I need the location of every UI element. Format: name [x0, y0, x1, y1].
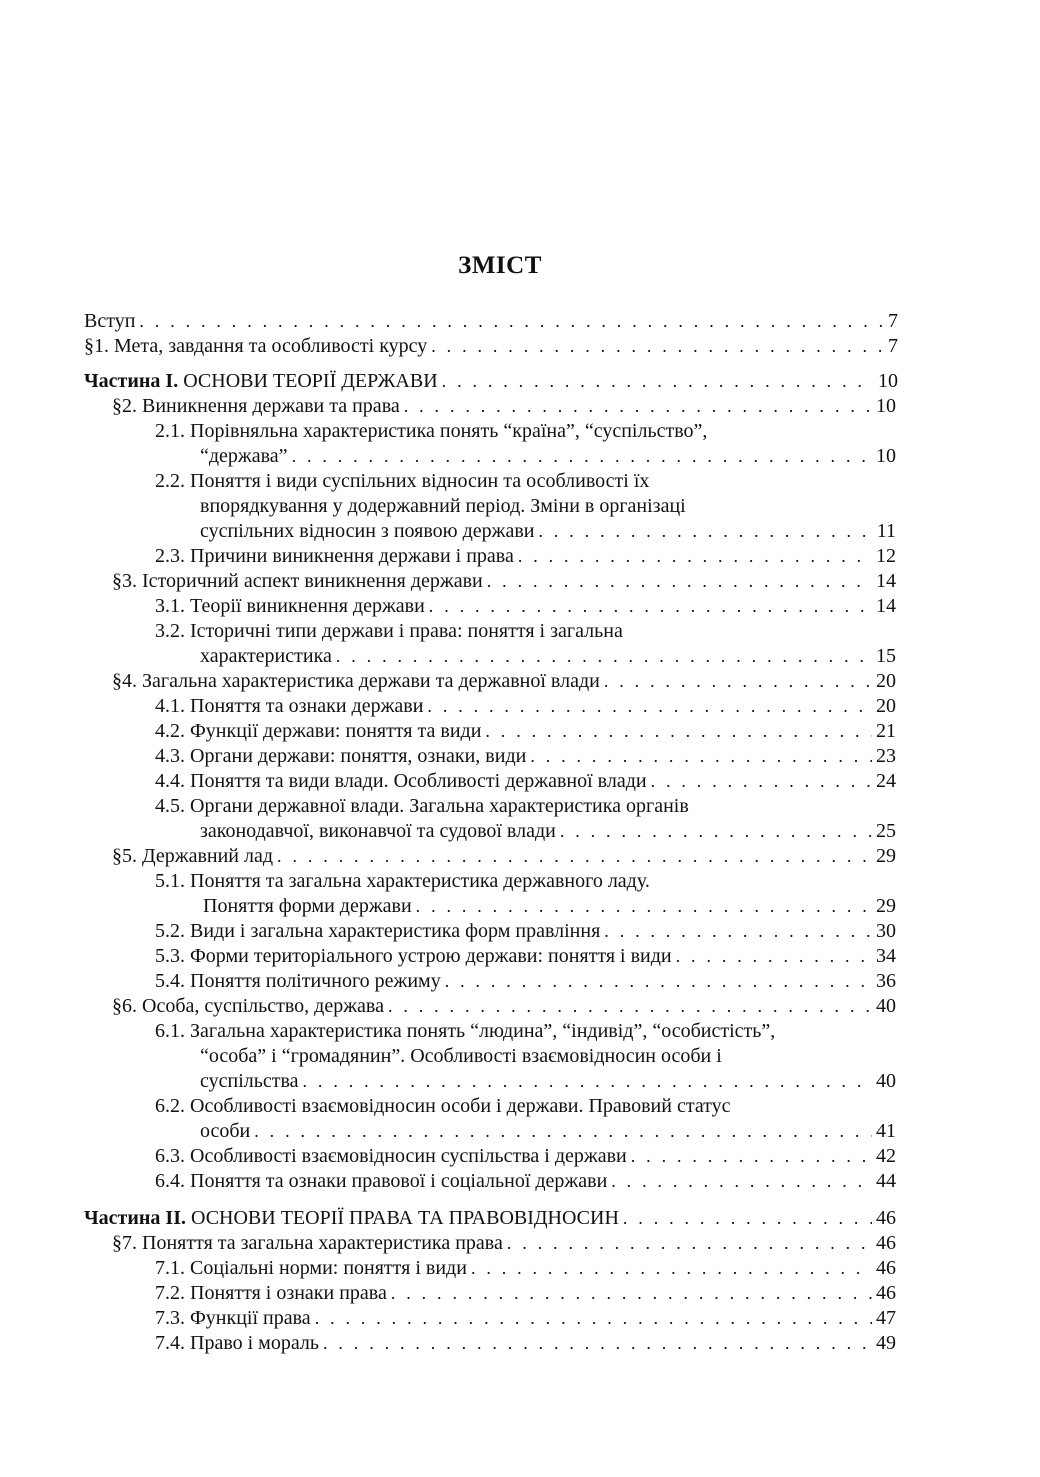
toc-entry-page: 25 [876, 820, 896, 842]
leader-dots [600, 669, 872, 694]
leader-dots [467, 1256, 872, 1281]
toc-entry-s6-1[interactable] [200, 1069, 896, 1094]
leader-dots [534, 519, 872, 544]
toc-entry-page: 24 [876, 770, 896, 792]
toc-entry-page: 7 [888, 335, 898, 357]
toc-entry-s4-2[interactable] [155, 719, 896, 744]
toc-entry-page: 14 [876, 595, 896, 617]
toc-entry-label: “держава” [200, 445, 288, 467]
leader-dots [288, 444, 872, 469]
toc-entry-page: 7 [888, 310, 898, 332]
toc-entry-s3-2[interactable] [200, 644, 896, 669]
leader-dots [299, 1069, 872, 1094]
toc-entry-s7-3[interactable] [155, 1306, 896, 1331]
toc-entry-intro[interactable] [84, 309, 898, 334]
toc-entry-label: 3.1. Теорії виникнення держави [155, 595, 425, 617]
toc-entry-label: 5.2. Види і загальна характеристика форм правління [155, 920, 601, 942]
toc-entry-label: 7.2. Поняття і ознаки права [155, 1282, 387, 1304]
leader-dots [387, 1281, 872, 1306]
toc-entry-s5-4[interactable] [155, 969, 896, 994]
toc-entry-s2-3[interactable] [155, 544, 896, 569]
leader-dots [273, 844, 872, 869]
toc-entry-label: 7.4. Право і мораль [155, 1332, 319, 1354]
toc-entry-label: 7.1. Соціальні норми: поняття і види [155, 1257, 467, 1279]
leader-dots [514, 544, 872, 569]
toc-entry-label: 7.3. Функції права [155, 1307, 311, 1329]
leader-dots [400, 394, 872, 419]
toc-entry-s7-1[interactable] [155, 1256, 896, 1281]
page-title: ЗМІСТ [458, 252, 542, 279]
toc-part-2[interactable] [84, 1206, 896, 1231]
leader-dots [423, 694, 872, 719]
leader-dots [526, 744, 872, 769]
toc-entry-s7[interactable] [112, 1231, 896, 1256]
toc-part-label: ОСНОВИ ТЕОРІЇ ДЕРЖАВИ [183, 370, 438, 392]
toc-part-label: ОСНОВИ ТЕОРІЇ ПРАВА ТА ПРАВОВІДНОСИН [191, 1207, 619, 1229]
leader-dots [627, 1144, 872, 1169]
toc-entry-s3[interactable] [112, 569, 896, 594]
toc-entry-s5-1-line1: 5.1. Поняття та загальна характеристика державного ладу. [155, 870, 650, 892]
toc-part-prefix: Частина II. [84, 1207, 186, 1229]
leader-dots [483, 569, 872, 594]
toc-entry-page: 40 [876, 995, 896, 1017]
toc-entry-page: 23 [876, 745, 896, 767]
toc-entry-label: Вступ [84, 310, 136, 332]
toc-entry-page: 14 [876, 570, 896, 592]
leader-dots [600, 919, 872, 944]
toc-entry-s5-2[interactable] [155, 919, 896, 944]
toc-entry-s2-1[interactable] [200, 444, 896, 469]
leader-dots [607, 1169, 872, 1194]
leader-dots [556, 819, 872, 844]
toc-entry-s2-2-line2: впорядкування у додержавний період. Зміни в організаці [200, 495, 686, 517]
toc-entry-s6-3[interactable] [155, 1144, 896, 1169]
toc-entry-label: §4. Загальна характеристика держави та державної влади [112, 670, 600, 692]
toc-entry-page: 20 [876, 670, 896, 692]
toc-entry-label: 6.3. Особливості взаємовідносин суспільства і держави [155, 1145, 627, 1167]
leader-dots [384, 994, 872, 1019]
toc-entry-page: 46 [876, 1232, 896, 1254]
toc-entry-s4-4[interactable] [155, 769, 896, 794]
leader-dots [427, 334, 884, 359]
leader-dots [672, 944, 872, 969]
toc-entry-s6-1-line1: 6.1. Загальна характеристика понять “людина”, “індивід”, “особистість”, [155, 1020, 776, 1042]
toc-entry-page: 36 [876, 970, 896, 992]
leader-dots [503, 1231, 872, 1256]
leader-dots [438, 369, 874, 394]
toc-entry-s4-3[interactable] [155, 744, 896, 769]
toc-entry-label: 4.3. Органи держави: поняття, ознаки, види [155, 745, 527, 767]
toc-part-label-group [84, 1206, 619, 1231]
toc-entry-page: 12 [876, 545, 896, 567]
toc-entry-page: 20 [876, 695, 896, 717]
toc-entry-label: §7. Поняття та загальна характеристика права [112, 1232, 503, 1254]
toc-entry-page: 29 [876, 895, 896, 917]
toc-entry-label: §6. Особа, суспільство, держава [112, 995, 384, 1017]
toc-entry-s2-2-line1: 2.2. Поняття і види суспільних відносин та особливості їх [155, 470, 650, 492]
toc-entry-s4-5-line1: 4.5. Органи державної влади. Загальна характеристика органів [155, 795, 689, 817]
toc-entry-label: суспільства [200, 1070, 299, 1092]
leader-dots [441, 969, 872, 994]
toc-entry-label: 4.2. Функції держави: поняття та види [155, 720, 482, 742]
toc-entry-page: 41 [876, 1120, 896, 1142]
leader-dots [481, 719, 872, 744]
toc-entry-s4[interactable] [112, 669, 896, 694]
toc-entry-label: §5. Державний лад [112, 845, 274, 867]
toc-entry-page: 21 [876, 720, 896, 742]
toc-entry-label: характеристика [200, 645, 332, 667]
toc-entry-page: 49 [876, 1332, 896, 1354]
toc-entry-page: 34 [876, 945, 896, 967]
toc-entry-page: 11 [876, 520, 896, 542]
toc-entry-s1[interactable] [84, 334, 898, 359]
toc-entry-s4-1[interactable] [155, 694, 896, 719]
toc-entry-page: 30 [876, 920, 896, 942]
toc-entry-label: 6.4. Поняття та ознаки правової і соціальної держави [155, 1170, 608, 1192]
toc-entry-page: 42 [876, 1145, 896, 1167]
toc-entry-label: §1. Мета, завдання та особливості курсу [84, 335, 428, 357]
toc-entry-label: Поняття форми держави [203, 895, 412, 917]
toc-part-prefix: Частина І. [84, 370, 179, 392]
toc-entry-s5-1[interactable] [203, 894, 896, 919]
leader-dots [250, 1119, 872, 1144]
toc-entry-s7-2[interactable] [155, 1281, 896, 1306]
leader-dots [135, 309, 884, 334]
toc-entry-page: 10 [876, 395, 896, 417]
toc-entry-s6-4[interactable] [155, 1169, 896, 1194]
toc-entry-page: 40 [876, 1070, 896, 1092]
toc-entry-s3-1[interactable] [155, 594, 896, 619]
toc-entry-s6-1-line2: “особа” і “громадянин”. Особливості взаємовідносин особи і [200, 1045, 722, 1067]
leader-dots [647, 769, 872, 794]
toc-entry-s7-4[interactable] [155, 1331, 896, 1356]
toc-part-1[interactable] [84, 369, 898, 394]
leader-dots [319, 1331, 872, 1356]
toc-entry-label: особи [200, 1120, 251, 1142]
toc-entry-label: 2.3. Причини виникнення держави і права [155, 545, 514, 567]
toc-entry-label: законодавчої, виконавчої та судової влади [200, 820, 556, 842]
toc-entry-page: 47 [876, 1307, 896, 1329]
toc-entry-label: §2. Виникнення держави та права [112, 395, 400, 417]
toc-entry-label: суспільних відносин з появою держави [200, 520, 535, 542]
toc-entry-s2[interactable] [112, 394, 896, 419]
toc-entry-s2-2[interactable] [200, 519, 896, 544]
toc-part-label-group [84, 369, 438, 394]
toc-entry-label: 5.3. Форми територіального устрою держави: поняття і види [155, 945, 672, 967]
toc-entry-s5[interactable] [112, 844, 896, 869]
toc-entry-page: 46 [876, 1257, 896, 1279]
toc-entry-s3-2-line1: 3.2. Історичні типи держави і права: поняття і загальна [155, 620, 623, 642]
leader-dots [619, 1206, 872, 1231]
toc-entry-label: §3. Історичний аспект виникнення держави [112, 570, 483, 592]
toc-entry-page: 15 [876, 645, 896, 667]
toc-entry-page: 46 [876, 1207, 896, 1229]
leader-dots [332, 644, 872, 669]
leader-dots [425, 594, 872, 619]
toc-entry-page: 10 [876, 445, 896, 467]
toc-entry-label: 4.1. Поняття та ознаки держави [155, 695, 424, 717]
toc-entry-label: 5.4. Поняття політичного режиму [155, 970, 441, 992]
toc-entry-s2-1-line1: 2.1. Порівняльна характеристика понять “країна”, “суспільство”, [155, 420, 708, 442]
toc-entry-page: 10 [878, 370, 898, 392]
leader-dots [311, 1306, 872, 1331]
toc-entry-s6-2[interactable] [200, 1119, 896, 1144]
toc-entry-s6-2-line1: 6.2. Особливості взаємовідносин особи і держави. Правовий статус [155, 1095, 731, 1117]
toc-entry-page: 29 [876, 845, 896, 867]
toc-entry-s4-5[interactable] [200, 819, 896, 844]
toc-entry-label: 4.4. Поняття та види влади. Особливості державної влади [155, 770, 647, 792]
leader-dots [412, 894, 872, 919]
toc-entry-page: 44 [876, 1170, 896, 1192]
toc-entry-s5-3[interactable] [155, 944, 896, 969]
toc-entry-page: 46 [876, 1282, 896, 1304]
toc-entry-s6[interactable] [112, 994, 896, 1019]
